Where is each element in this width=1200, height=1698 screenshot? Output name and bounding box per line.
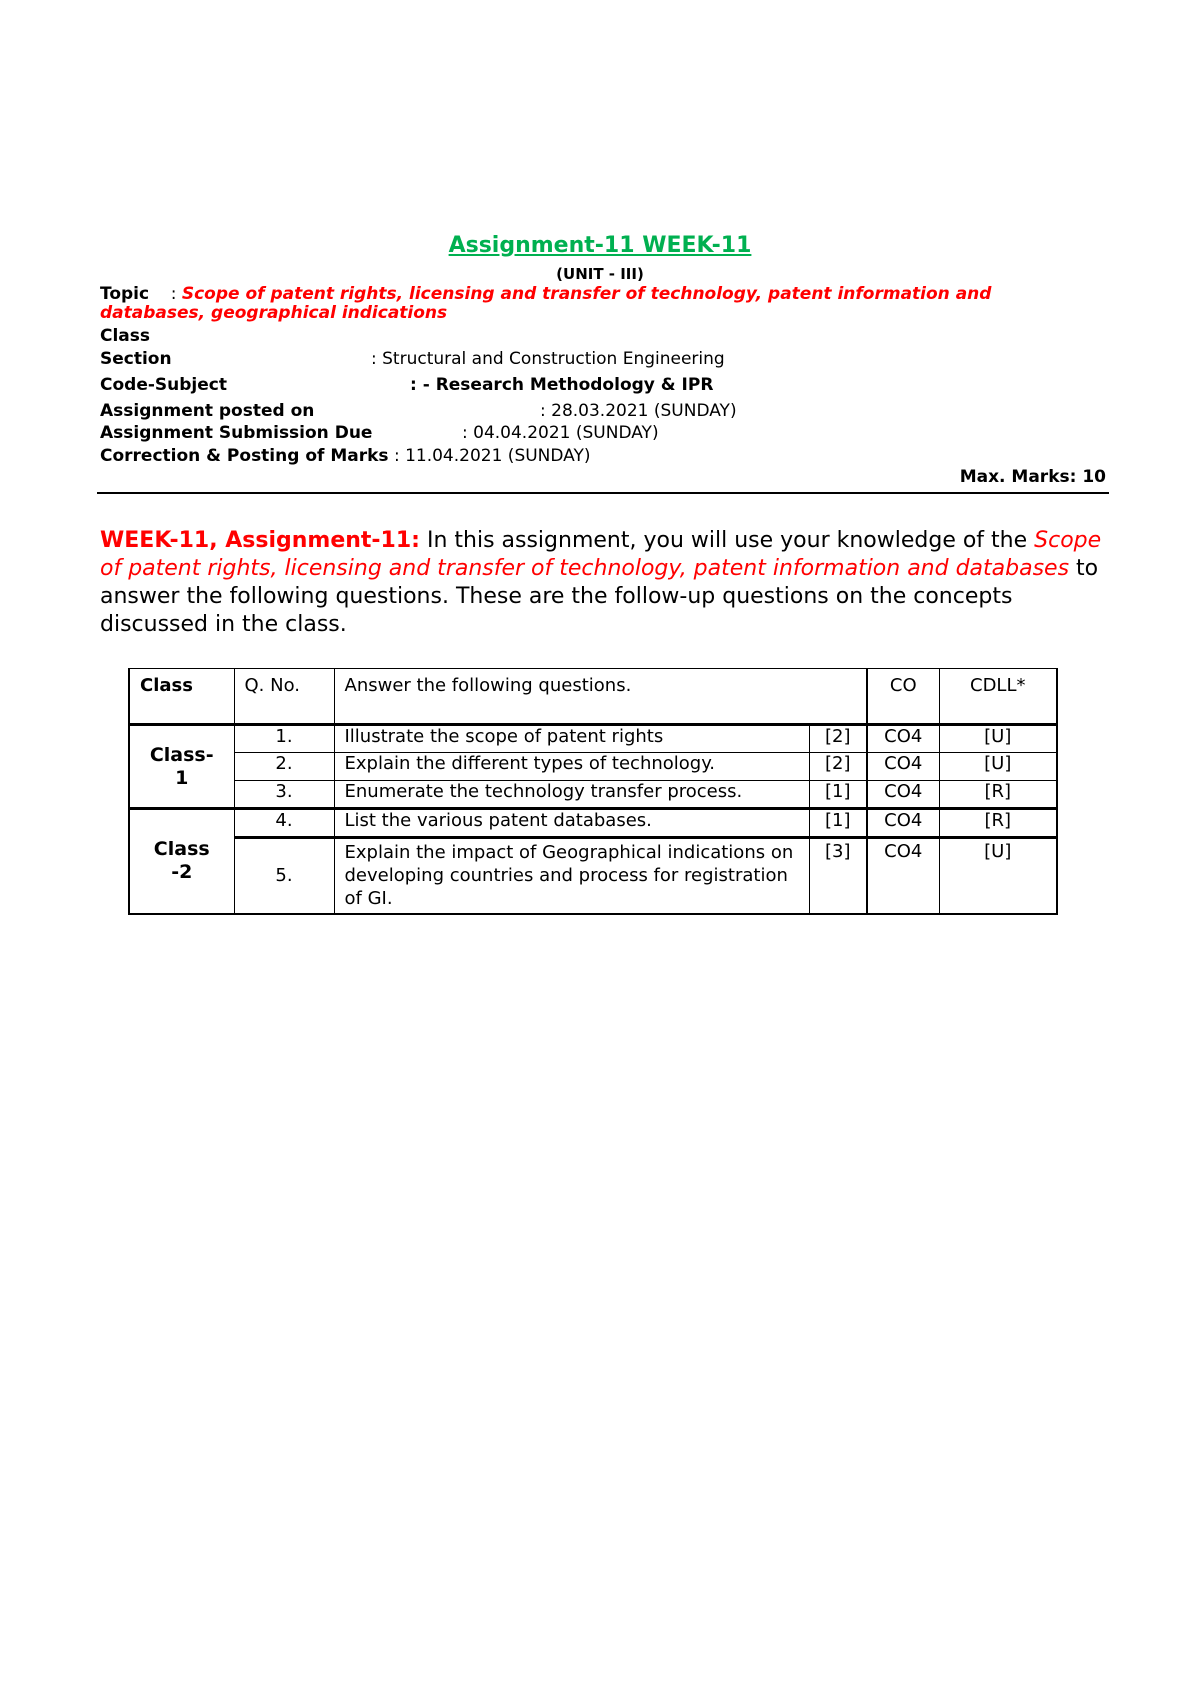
code-subject-row bbox=[100, 375, 714, 395]
posted-value: : 28.03.2021 (SUNDAY) bbox=[540, 401, 737, 421]
table-row bbox=[129, 753, 1057, 781]
group-label-line1: Class- bbox=[149, 743, 214, 766]
topic-value: Scope of patent rights, licensing and transfer of technology, patent information and databases, geographical indications bbox=[100, 284, 992, 323]
due-value: : 04.04.2021 (SUNDAY) bbox=[462, 423, 659, 443]
cdll-cell: [R] bbox=[939, 781, 1057, 809]
table-row bbox=[129, 725, 1057, 753]
header-question: Answer the following questions. bbox=[334, 669, 867, 725]
cdll-cell: [R] bbox=[939, 809, 1057, 838]
cdll-cell: [U] bbox=[939, 725, 1057, 753]
header-co: CO bbox=[867, 669, 939, 725]
marks-cell: [1] bbox=[809, 781, 867, 809]
qno-cell: 2. bbox=[234, 753, 334, 781]
assignment-title: Assignment-11 WEEK-11 bbox=[448, 233, 752, 258]
code-subject-value: : - Research Methodology & IPR bbox=[410, 375, 714, 395]
intro-lead: WEEK-11, Assignment-11: bbox=[100, 528, 420, 553]
section-row bbox=[100, 349, 725, 369]
co-cell: CO4 bbox=[867, 725, 939, 753]
table-row bbox=[129, 838, 1057, 914]
group-label-line1: Class bbox=[153, 838, 210, 861]
co-cell: CO4 bbox=[867, 809, 939, 838]
question-cell: List the various patent databases. bbox=[334, 809, 809, 838]
cdll-cell: [U] bbox=[939, 753, 1057, 781]
section-value: : Structural and Construction Engineering bbox=[371, 349, 725, 369]
intro-paragraph bbox=[100, 527, 1105, 639]
topic-sep: : bbox=[170, 284, 177, 304]
topic-line bbox=[100, 285, 1090, 323]
header-cdll: CDLL* bbox=[939, 669, 1057, 725]
table-row bbox=[129, 809, 1057, 838]
question-cell: Explain the different types of technology. bbox=[334, 753, 809, 781]
co-cell: CO4 bbox=[867, 753, 939, 781]
question-cell: Illustrate the scope of patent rights bbox=[334, 725, 809, 753]
question-cell: Enumerate the technology transfer process. bbox=[334, 781, 809, 809]
class-row bbox=[100, 326, 150, 346]
posted-row bbox=[100, 401, 737, 421]
marks-cell: [2] bbox=[809, 753, 867, 781]
qno-cell: 5. bbox=[234, 838, 334, 914]
intro-text-1: In this assignment, you will use your knowledge of the bbox=[419, 528, 1035, 553]
co-cell: CO4 bbox=[867, 781, 939, 809]
posted-label: Assignment posted on bbox=[100, 401, 315, 421]
correction-label: Correction & Posting of Marks bbox=[100, 446, 389, 466]
group-label-line2: -2 bbox=[171, 861, 193, 884]
header-divider bbox=[97, 492, 1109, 494]
code-subject-label: Code-Subject bbox=[100, 375, 227, 395]
class-label: Class bbox=[100, 326, 151, 346]
questions-table bbox=[128, 668, 1058, 915]
intro-text-2: to answer the following questions. These are the follow-up questions on the concepts discussed in the class. bbox=[100, 556, 1099, 637]
max-marks: Max. Marks: 10 bbox=[959, 467, 1106, 487]
cdll-cell: [U] bbox=[939, 838, 1057, 914]
due-label: Assignment Submission Due bbox=[100, 423, 373, 443]
group-class-1 bbox=[129, 725, 234, 809]
group-class-2 bbox=[129, 809, 234, 914]
correction-row bbox=[100, 446, 591, 466]
header-class: Class bbox=[129, 669, 234, 725]
due-row bbox=[100, 423, 659, 443]
section-label: Section bbox=[100, 349, 172, 369]
table-header-row bbox=[129, 669, 1057, 725]
marks-cell: [2] bbox=[809, 725, 867, 753]
qno-cell: 1. bbox=[234, 725, 334, 753]
group-label-line2: 1 bbox=[175, 766, 189, 789]
marks-cell: [3] bbox=[809, 838, 867, 914]
marks-cell: [1] bbox=[809, 809, 867, 838]
question-cell: Explain the impact of Geographical indications on developing countries and process for registration of GI. bbox=[334, 838, 809, 914]
topic-label: Topic bbox=[100, 284, 150, 304]
co-cell: CO4 bbox=[867, 838, 939, 914]
qno-cell: 3. bbox=[234, 781, 334, 809]
intro-topic: Scope of patent rights, licensing and transfer of technology, patent information and databases bbox=[100, 528, 1102, 581]
qno-cell: 4. bbox=[234, 809, 334, 838]
table-row bbox=[129, 781, 1057, 809]
correction-value: : 11.04.2021 (SUNDAY) bbox=[393, 446, 591, 466]
unit-label: (UNIT - III) bbox=[556, 265, 644, 283]
header-qno: Q. No. bbox=[234, 669, 334, 725]
